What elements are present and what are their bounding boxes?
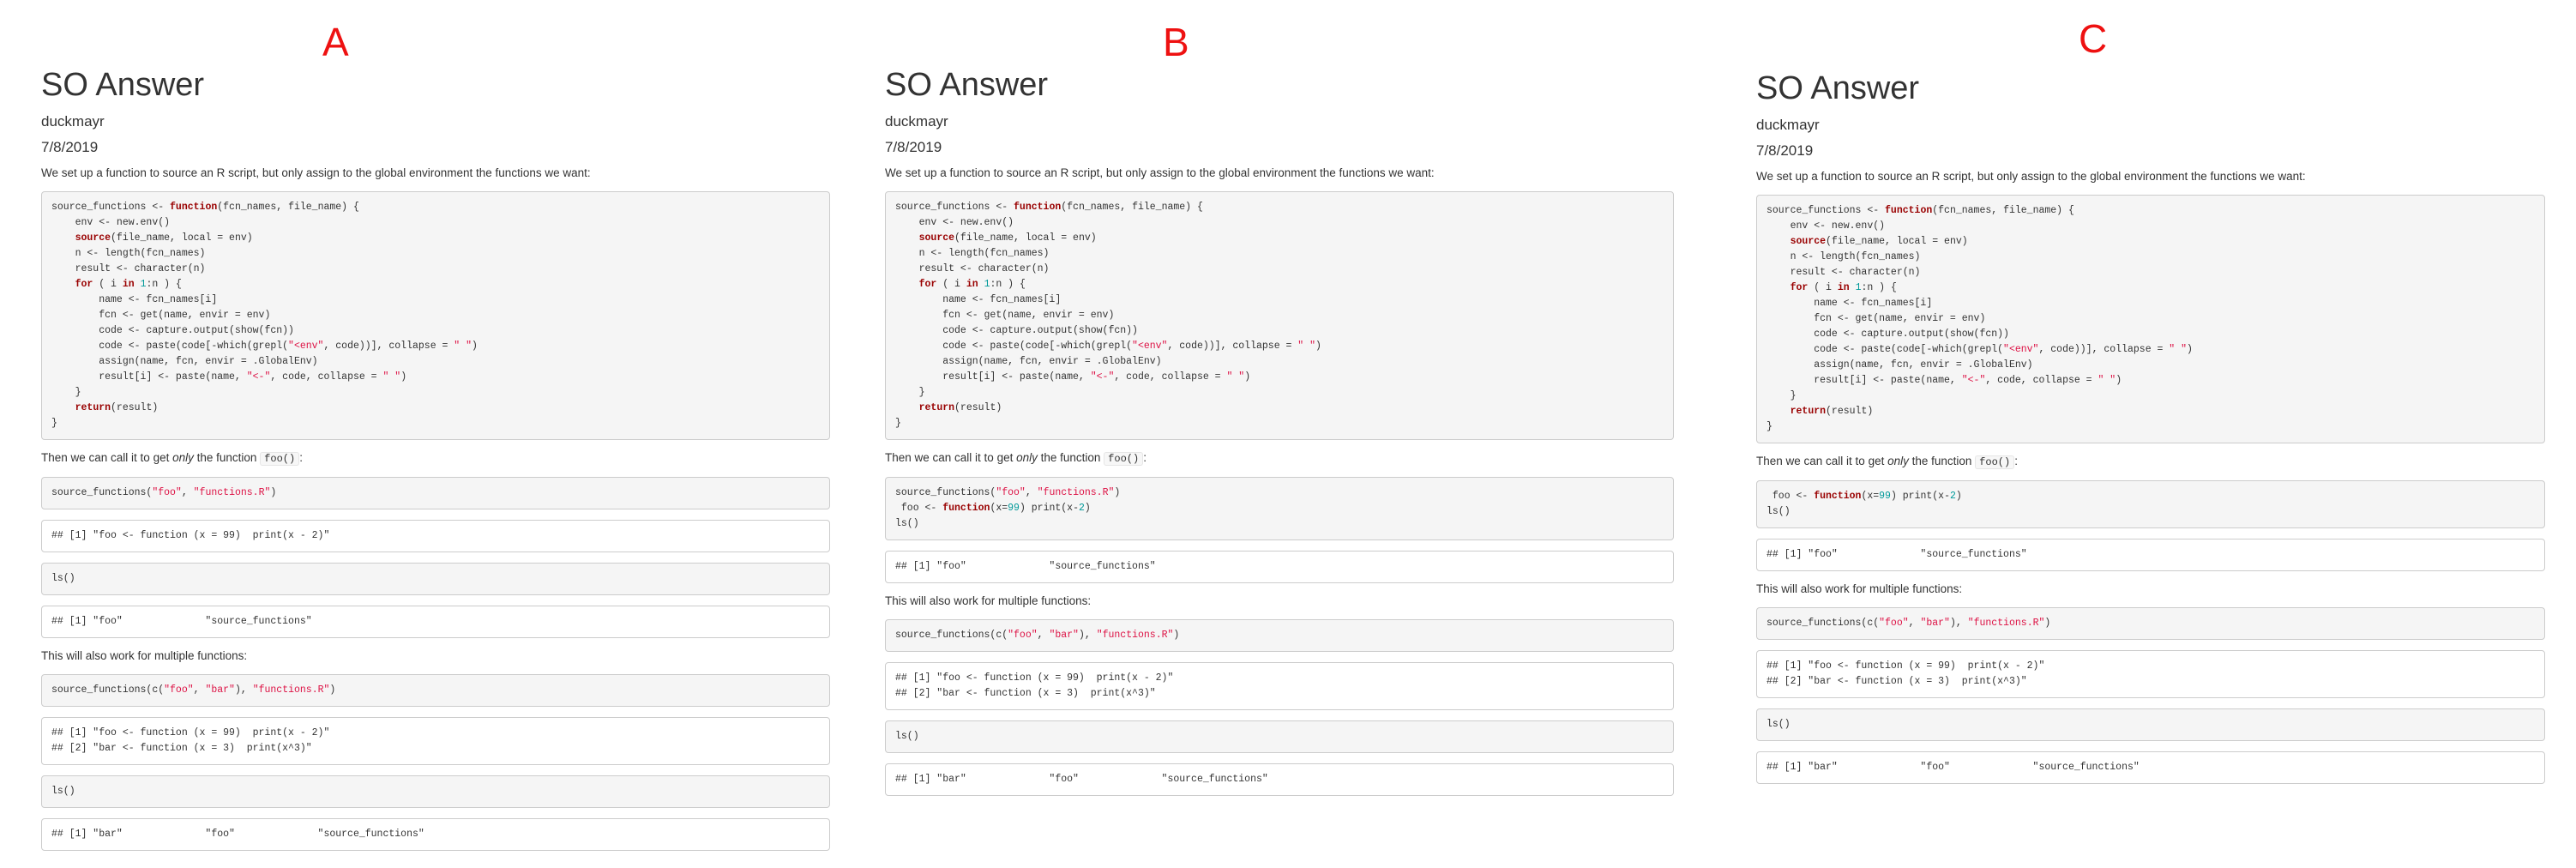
intro-paragraph: We set up a function to source an R script, but only assign to the global environment the functions we want: bbox=[1756, 170, 2306, 183]
date: 7/8/2019 bbox=[885, 139, 942, 155]
inline-code: foo() bbox=[1975, 455, 2014, 469]
page-title: SO Answer bbox=[1756, 70, 1920, 106]
multi-paragraph: This will also work for multiple functions: bbox=[885, 594, 1092, 607]
date: 7/8/2019 bbox=[41, 139, 99, 155]
output-block: ## [1] "foo <- function (x = 99) print(x - 2)" ## [2] "bar <- function (x = 3) print(x^3)" bbox=[41, 717, 830, 765]
multi-paragraph: This will also work for multiple functions: bbox=[1756, 582, 1963, 595]
intro-paragraph: We set up a function to source an R script, but only assign to the global environment the functions we want: bbox=[885, 166, 1435, 179]
document-body bbox=[885, 166, 1674, 806]
output-block: ## [1] "foo" "source_functions" bbox=[1756, 539, 2545, 571]
output-block: ## [1] "foo <- function (x = 99) print(x - 2)" ## [2] "bar <- function (x = 3) print(x^3)" bbox=[885, 662, 1674, 710]
output-block: ## [1] "bar" "foo" "source_functions" bbox=[885, 763, 1674, 796]
output-block: ## [1] "foo" "source_functions" bbox=[41, 606, 830, 638]
date: 7/8/2019 bbox=[1756, 142, 1814, 159]
inline-code: foo() bbox=[1104, 452, 1143, 466]
page-title: SO Answer bbox=[885, 67, 1049, 103]
code-block: ls() bbox=[41, 775, 830, 808]
document-body bbox=[41, 166, 830, 861]
code-block: source_functions(c("foo", "bar"), "functions.R") bbox=[41, 674, 830, 707]
call-text: Then we can call it to get bbox=[1756, 455, 1888, 467]
output-block: ## [1] "bar" "foo" "source_functions" bbox=[1756, 751, 2545, 784]
call-text: Then we can call it to get bbox=[41, 451, 173, 464]
call-paragraph bbox=[41, 450, 830, 467]
code-block: ls() bbox=[41, 563, 830, 595]
call-emphasis: only bbox=[1016, 451, 1038, 464]
page-title: SO Answer bbox=[41, 67, 205, 103]
call-text: the function bbox=[1908, 455, 1976, 467]
code-block: source_functions("foo", "functions.R") foo <- function(x=99) print(x-2) ls() bbox=[885, 477, 1674, 540]
call-paragraph bbox=[1756, 454, 2545, 470]
author: duckmayr bbox=[1756, 117, 1820, 133]
code-block: source_functions("foo", "functions.R") bbox=[41, 477, 830, 509]
call-text: : bbox=[2014, 455, 2018, 467]
intro-paragraph: We set up a function to source an R script, but only assign to the global environment the functions we want: bbox=[41, 166, 591, 179]
call-text: Then we can call it to get bbox=[885, 451, 1017, 464]
call-text: : bbox=[299, 451, 303, 464]
code-block: ls() bbox=[1756, 708, 2545, 741]
output-block: ## [1] "bar" "foo" "source_functions" bbox=[41, 818, 830, 851]
call-text: : bbox=[1143, 451, 1147, 464]
author: duckmayr bbox=[885, 113, 948, 130]
panel-letter: B bbox=[1163, 20, 1189, 64]
call-emphasis: only bbox=[172, 451, 194, 464]
code-block-main: source_functions <- function(fcn_names, file_name) { env <- new.env() source(file_name, local = env) n <- length(fcn_names) result <- character(n) for ( i in 1:n ) { name <- fcn_names[i] fcn <- get(name, envir = env) code <- capture.output(show(fcn)) code <- paste(code[-which(grepl("<env", code))], collapse = " ") assign(name, fcn, envir = .GlobalEnv) result[i] <- paste(name, "<-", code, collapse = " ") } return(result) } bbox=[885, 191, 1674, 440]
multi-paragraph: This will also work for multiple functions: bbox=[41, 649, 248, 662]
code-block: source_functions(c("foo", "bar"), "functions.R") bbox=[885, 619, 1674, 652]
inline-code: foo() bbox=[260, 452, 299, 466]
call-text: the function bbox=[1037, 451, 1104, 464]
code-block-main: source_functions <- function(fcn_names, file_name) { env <- new.env() source(file_name, local = env) n <- length(fcn_names) result <- character(n) for ( i in 1:n ) { name <- fcn_names[i] fcn <- get(name, envir = env) code <- capture.output(show(fcn)) code <- paste(code[-which(grepl("<env", code))], collapse = " ") assign(name, fcn, envir = .GlobalEnv) result[i] <- paste(name, "<-", code, collapse = " ") } return(result) } bbox=[1756, 195, 2545, 443]
author: duckmayr bbox=[41, 113, 105, 130]
code-block: ls() bbox=[885, 720, 1674, 753]
code-block: source_functions(c("foo", "bar"), "functions.R") bbox=[1756, 607, 2545, 640]
document-body bbox=[1756, 169, 2545, 794]
panel-letter: C bbox=[2079, 16, 2108, 61]
call-text: the function bbox=[193, 451, 261, 464]
call-paragraph bbox=[885, 450, 1674, 467]
code-block-main: source_functions <- function(fcn_names, file_name) { env <- new.env() source(file_name, local = env) n <- length(fcn_names) result <- character(n) for ( i in 1:n ) { name <- fcn_names[i] fcn <- get(name, envir = env) code <- capture.output(show(fcn)) code <- paste(code[-which(grepl("<env", code))], collapse = " ") assign(name, fcn, envir = .GlobalEnv) result[i] <- paste(name, "<-", code, collapse = " ") } return(result) } bbox=[41, 191, 830, 440]
panel-letter: A bbox=[322, 20, 349, 64]
output-block: ## [1] "foo <- function (x = 99) print(x - 2)" bbox=[41, 520, 830, 552]
call-emphasis: only bbox=[1887, 455, 1909, 467]
output-block: ## [1] "foo" "source_functions" bbox=[885, 551, 1674, 583]
output-block: ## [1] "foo <- function (x = 99) print(x - 2)" ## [2] "bar <- function (x = 3) print(x^3)" bbox=[1756, 650, 2545, 698]
code-block: foo <- function(x=99) print(x-2) ls() bbox=[1756, 480, 2545, 528]
